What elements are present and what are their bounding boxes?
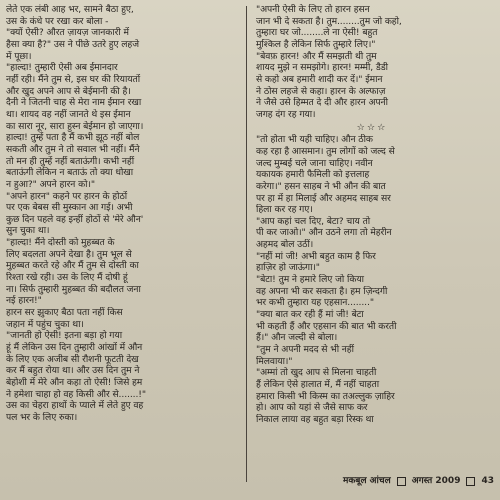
text-line: के लिए एक अजीब सी रौशनी फूटती देख (6, 353, 139, 365)
text-line: "क्यों ऐसी? औरत ज़ायज़ जानकारी में (6, 27, 129, 39)
text-line: कह रहा है आसमान। तुम लोगों को जल्द से (256, 145, 395, 157)
footer-page-number: 43 (481, 476, 494, 486)
text-line: हैसा क्या है?" उस ने पीछे उतरे हुए लहजे (6, 38, 139, 50)
text-line: तो मन ही तुम्हें नहीं बताऊंगी। कभी नहीं (6, 155, 135, 167)
text-line: "बेटा! तुम ने हमारे लिए जो किया (256, 274, 364, 286)
text-line: में पूछा। (6, 50, 32, 62)
right-column-bottom-text (256, 134, 488, 425)
text-line: वह अपना भी कर सकता है। हम ज़िन्दगी (256, 285, 388, 297)
text-line: पल भर के लिए रुका। (6, 411, 78, 423)
text-line: "नहीं मां जी! अभी बहुत काम है फिर (256, 250, 376, 262)
text-line: लिए बदलता अपने देखा है। तुम भूल से (6, 248, 132, 260)
right-column-top-text (256, 4, 488, 121)
text-line: ना। सिर्फ तुम्हारी मुहब्बत की बदौलत जना (6, 283, 141, 295)
text-line: बेहोशी में मेरे औन कहा तो ऐसी! जिसे हम (6, 377, 143, 388)
text-line: "आप कहां चल दिए, बेटा? चाय तो (256, 215, 371, 227)
text-line: सकती और तुम ने तो सवाल भी नहीं। मैंने (6, 143, 140, 155)
text-line: "हाल्दा! मैंने दोस्ती को मुहब्बत के (6, 237, 115, 249)
text-line: था। शायद वह नहीं जानते थे इस ईमान (6, 108, 131, 120)
text-line: नहीं रही। मैंने तुम से, इस घर की रियायतों (6, 73, 141, 85)
text-line: उस का चेहरा हाथों के प्याले में लेते हुए वह (6, 400, 144, 412)
text-line: "तुम ने अपनी मदद से भी नहीं (256, 344, 354, 356)
text-line: हूं मैं लेकिन उस दिन तुम्हारी आंखों में औन (6, 342, 143, 354)
text-line: हैं लेकिन ऐसे हालात में, मैं नहीं चाहता (256, 379, 380, 390)
text-line: ने ठोस लहजे से कहा। हारन के अल्फाज़ (256, 85, 386, 97)
text-line: ने हमेशा चाहा हो वह किसी और से.......!" (6, 388, 147, 400)
footer-square-icon (466, 477, 475, 486)
text-line: हारन सर झुकाए बैठा पता नहीं किस (6, 307, 123, 319)
text-line: "हाल्दा! तुम्हारी ऐसी अब ईमानदार (6, 62, 118, 74)
text-line: निकाल लाया वह बहुत बड़ा रिस्क था (256, 413, 374, 425)
text-line: उस के कंधे पर रखा कर बोला - (6, 15, 109, 27)
text-line: से कहो अब हमारी शादी कर दें।" ईमान (256, 73, 383, 85)
text-line: भर कभी तुम्हारा यह एहसान........" (256, 297, 374, 309)
column-divider (246, 6, 247, 482)
text-line: हिला कर रह गए। (256, 204, 313, 216)
footer-issue-date: अगस्त 2009 (411, 476, 461, 486)
text-line: जान भी दे सकता है। तुम........तुम जो कहो, (256, 15, 402, 27)
text-line: पी कर जाओ।" औन उठने लगा तो मेहरीन (256, 227, 392, 239)
text-line: कर मैं बहुत रोया था। और उस दिन तुम ने (6, 365, 140, 377)
text-line: हमारा किसी भी किस्म का तअल्लुक ज़ाहिर (256, 390, 395, 402)
page-footer (258, 474, 494, 488)
left-text-column (6, 4, 238, 496)
footer-square-icon (397, 477, 406, 486)
text-line: मिलवाया।" (256, 355, 293, 367)
text-line: हाज़िर हो जाऊंगा।" (256, 262, 320, 274)
text-line: पर हा में हा मिलाई और अहमद साहब सर (256, 192, 391, 204)
text-line: लेते एक लंबी आह भर, सामने बैठा हुए, (6, 4, 134, 15)
text-line: का सारा नूर, सारा हुस्न बेईमान हो जाएगा। (6, 120, 144, 132)
text-line: तुम्हारा घर जो........ले ना ऐसी! बहुत (256, 27, 378, 39)
text-line: अहमद बोल उठीं। (256, 239, 314, 251)
footer-magazine-name: मकबूल आंचल (343, 476, 391, 486)
section-separator: ☆☆☆ (356, 121, 388, 133)
text-line: "तो होता भी यही चाहिए। औन ठीक (256, 134, 373, 146)
text-line: और खुद अपने आप से बेईमानी की है। (6, 85, 131, 97)
text-line: नई हारन!" (6, 295, 42, 307)
text-line: ने जैसे उसे हिम्मत दे दी और हारन अपनी (256, 97, 388, 109)
text-line: हो। आप को यहां से जैसे साफ कर (256, 402, 368, 414)
text-line: "क्या बात कर रही हैं मां जी! बेटा (256, 309, 364, 321)
right-text-column (256, 4, 488, 462)
text-line: करेगा।" हसन साहब ने भी औन की बात (256, 180, 386, 192)
text-line: मुश्किल है लेकिन सिर्फ तुम्हारे लिए।" (256, 38, 376, 50)
text-line: दैनी ने जितनी चाह से मेरा नाम ईमान रखा (6, 97, 142, 109)
text-line: न हुआ?" अपने हारन को।" (6, 178, 95, 190)
text-line: जल्द मुम्बई चले जाना चाहिए। नवीन (256, 157, 373, 169)
text-line: रिश्ता रखे रही। उस के लिए मैं दोषी हूं (6, 272, 128, 284)
text-line: पर एक बेबस सी मुस्कान आ गई। अभी (6, 202, 133, 214)
text-line: भी कहती हैं और एहसान की बात भी करती (256, 320, 397, 332)
text-line: "जानती हो ऐसी! इतना बड़ा हो गया (6, 330, 122, 342)
text-line: "अम्मां तो खुद आप से मिलना चाहती (256, 367, 377, 379)
text-line: बताऊंगी लेकिन न बताऊं तो क्या धोखा (6, 167, 134, 179)
text-line: कुछ दिन पहले वह इन्हीं होठों से 'मेरे औन' (6, 213, 144, 225)
text-line: हैं।" औन जल्दी से बोला। (256, 332, 338, 344)
text-line: सुन चुका था। (6, 225, 50, 237)
text-line: जगह दंग रह गया। (256, 108, 316, 120)
text-line: हाल्दा! तुम्हें पता है मैं कभी झूठ नहीं बोल (6, 132, 140, 144)
text-line: जहान में पहुंच चुका था। (6, 318, 84, 330)
text-line: "अपनी ऐसी के लिए तो हारन हसन (256, 4, 370, 15)
text-line: शायद मुझे न समझोगे। हारन! मम्मी, डैडी (256, 62, 388, 74)
text-line: "बेवफ़ हारन! और मैं समझती थी तुम (256, 50, 377, 62)
text-line: "अपने हारन" कहने पर हारन के होठों (6, 190, 128, 202)
text-line: मुहब्बत करते रहे और मैं तुम से दोस्ती का (6, 260, 139, 272)
text-line: यकायक हमारी फैमिली को इत्तलाह (256, 169, 370, 181)
